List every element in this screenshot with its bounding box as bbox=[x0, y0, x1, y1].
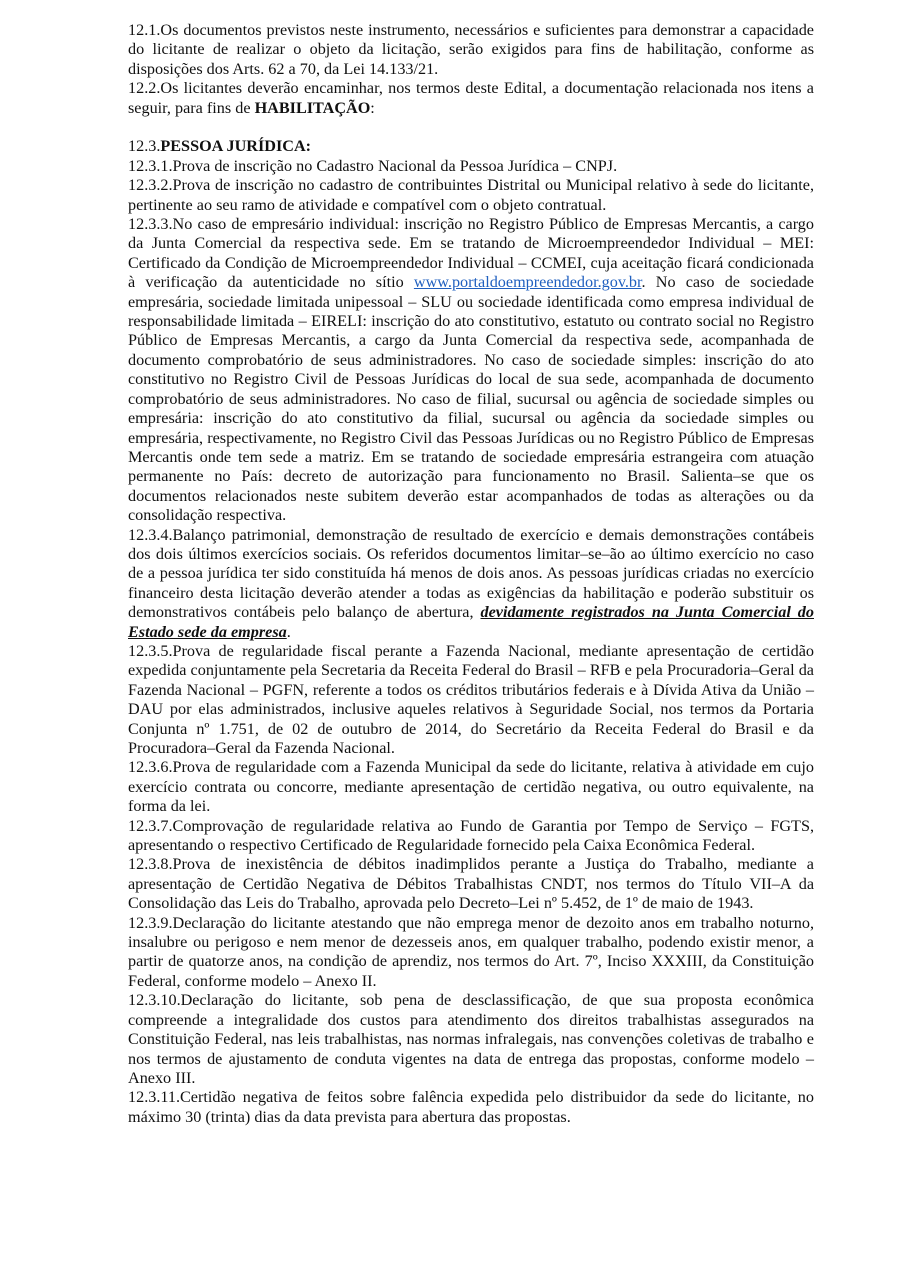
clause-text: . bbox=[286, 622, 291, 641]
section-title: PESSOA JURÍDICA: bbox=[160, 137, 312, 156]
section-number: 12.3. bbox=[128, 137, 161, 156]
section-12-3-heading bbox=[128, 137, 814, 156]
document-page bbox=[128, 21, 814, 1127]
clause-12-3-9: 12.3.9.Declaração do licitante atestando que não emprega menor de dezoito anos em trabalho noturno, insalubre ou perigoso e nem menor de dezesseis anos, em qualquer trabalho, podendo existir menor, a partir de quatorze anos, na condição de aprendiz, nos termos do Art. 7º, Inciso XXXIII, da Constituição Federal, conforme modelo – Anexo II. bbox=[128, 913, 814, 990]
emphasized-text: devidamente registrados na Junta Comercial do Estado sede da empresa bbox=[128, 603, 814, 641]
clause-text: . No caso de sociedade empresária, sociedade limitada unipessoal – SLU ou sociedade identificada como empresa individual de responsabilidade limitada – EIRELI: inscrição do ato constitutivo, estatuto ou contrato social no Registro Público de Empresas Mercantis, a cargo da Junta Comercial da respectiva sede, acompanhada de documento comprobatório de seus administradores. No caso de sociedade simples: inscrição do ato constitutivo no Registro Civil de Pessoas Jurídicas do local de sua sede, acompanhada de documento comprobatório de seus administradores. No caso de filial, sucursal ou agência de sociedade simples ou empresária: inscrição do ato constitutivo da filial, sucursal ou agência da sociedade simples ou empresária, respectivamente, no Registro Civil das Pessoas Jurídicas ou no Registro Público de Empresas Mercantis onde tem sede a matriz. Em se tratando de sociedade empresária estrangeira com atuação permanente no País: decreto de autorização para funcionamento no Brasil. Salienta–se que os documentos relacionados neste subitem deverão estar acompanhados de todas as alterações ou da consolidação respectiva. bbox=[128, 273, 814, 525]
portal-empreendedor-link[interactable]: www.portaldoempreendedor.gov.br bbox=[413, 273, 642, 292]
clause-12-3-8: 12.3.8.Prova de inexistência de débitos inadimplidos perante a Justiça do Trabalho, mediante a apresentação de Certidão Negativa de Débitos Trabalhistas CNDT, nos termos do Título VII–A da Consolidação das Leis do Trabalho, aprovada pelo Decreto–Lei nº 5.452, de 1º de maio de 1943. bbox=[128, 855, 814, 913]
clause-12-3-6: 12.3.6.Prova de regularidade com a Fazenda Municipal da sede do licitante, relativa à atividade em cujo exercício contrata ou concorre, mediante apresentação de certidão negativa, ou outro equivalente, na forma da lei. bbox=[128, 758, 814, 816]
clause-text: 12.2.Os licitantes deverão encaminhar, nos termos deste Edital, a documentação relacionada nos itens a seguir, para fins de bbox=[128, 79, 814, 117]
clause-12-2 bbox=[128, 79, 814, 118]
clause-12-3-1: 12.3.1.Prova de inscrição no Cadastro Nacional da Pessoa Jurídica – CNPJ. bbox=[128, 156, 618, 175]
clause-12-3-7: 12.3.7.Comprovação de regularidade relativa ao Fundo de Garantia por Tempo de Serviço – FGTS, apresentando o respectivo Certificado de Regularidade fornecido pela Caixa Econômica Federal. bbox=[128, 816, 814, 855]
clause-12-3-10: 12.3.10.Declaração do licitante, sob pena de desclassificação, de que sua proposta econômica compreende a integralidade dos custos para atendimento dos direitos trabalhistas assegurados na Constituição Federal, nas leis trabalhistas, nas normas infralegais, nas convenções coletivas de trabalho e nos termos de ajustamento de conduta vigentes na data de entrega das propostas, conforme modelo – Anexo III. bbox=[128, 991, 814, 1087]
clause-12-1: 12.1.Os documentos previstos neste instrumento, necessários e suficientes para demonstrar a capacidade do licitante de realizar o objeto da licitação, serão exigidos para fins de habilitação, conforme as disposições dos Arts. 62 a 70, da Lei 14.133/21. bbox=[128, 21, 814, 78]
clause-text: 12.3.3.No caso de empresário individual: inscrição no Registro Público de Empresas Mercantis, a cargo da Junta Comercial da respectiva sede. Em se tratando de Microempreendedor Individual – MEI: Certificado da Condição de Microempreendedor Individual – CCMEI, cuja aceitação ficará condicionada à verificação da autenticidade no sítio bbox=[128, 215, 814, 292]
clause-12-3-4 bbox=[128, 526, 814, 642]
clause-12-3-11: 12.3.11.Certidão negativa de feitos sobre falência expedida pelo distribuidor da sede do licitante, no máximo 30 (trinta) dias da data prevista para abertura das propostas. bbox=[128, 1088, 814, 1126]
clause-12-3-5: 12.3.5.Prova de regularidade fiscal perante a Fazenda Nacional, mediante apresentação de certidão expedida conjuntamente pela Secretaria da Receita Federal do Brasil – RFB e pela Procuradoria–Geral da Fazenda Nacional – PGFN, referente a todos os créditos tributários federais e à Dívida Ativa da União – DAU por elas administrados, inclusive aqueles relativos à Seguridade Social, nos termos da Portaria Conjunta nº 1.751, de 02 de outubro de 2014, do Secretário da Receita Federal do Brasil e da Procuradora–Geral da Fazenda Nacional. bbox=[128, 641, 814, 758]
clause-text: : bbox=[370, 98, 375, 117]
clause-text: 12.3.4.Balanço patrimonial, demonstração de resultado de exercício e demais demonstrações contábeis dos dois últimos exercícios sociais. Os referidos documentos limitar–se–ão ao último exercício no caso de a pessoa jurídica ter sido constituída há menos de dois anos. As pessoas jurídicas criadas no exercício financeiro desta licitação deverão atender a todas as exigências da habilitação e poderão substituir os demonstrativos contábeis pelo balanço de abertura, bbox=[128, 525, 814, 622]
habilitacao-bold: HABILITAÇÃO bbox=[254, 98, 371, 117]
spacer bbox=[128, 118, 814, 137]
clause-12-3-2: 12.3.2.Prova de inscrição no cadastro de contribuintes Distrital ou Municipal relativo à sede do licitante, pertinente ao seu ramo de atividade e compatível com o objeto contratual. bbox=[128, 176, 814, 214]
clause-12-3-3 bbox=[128, 215, 814, 526]
